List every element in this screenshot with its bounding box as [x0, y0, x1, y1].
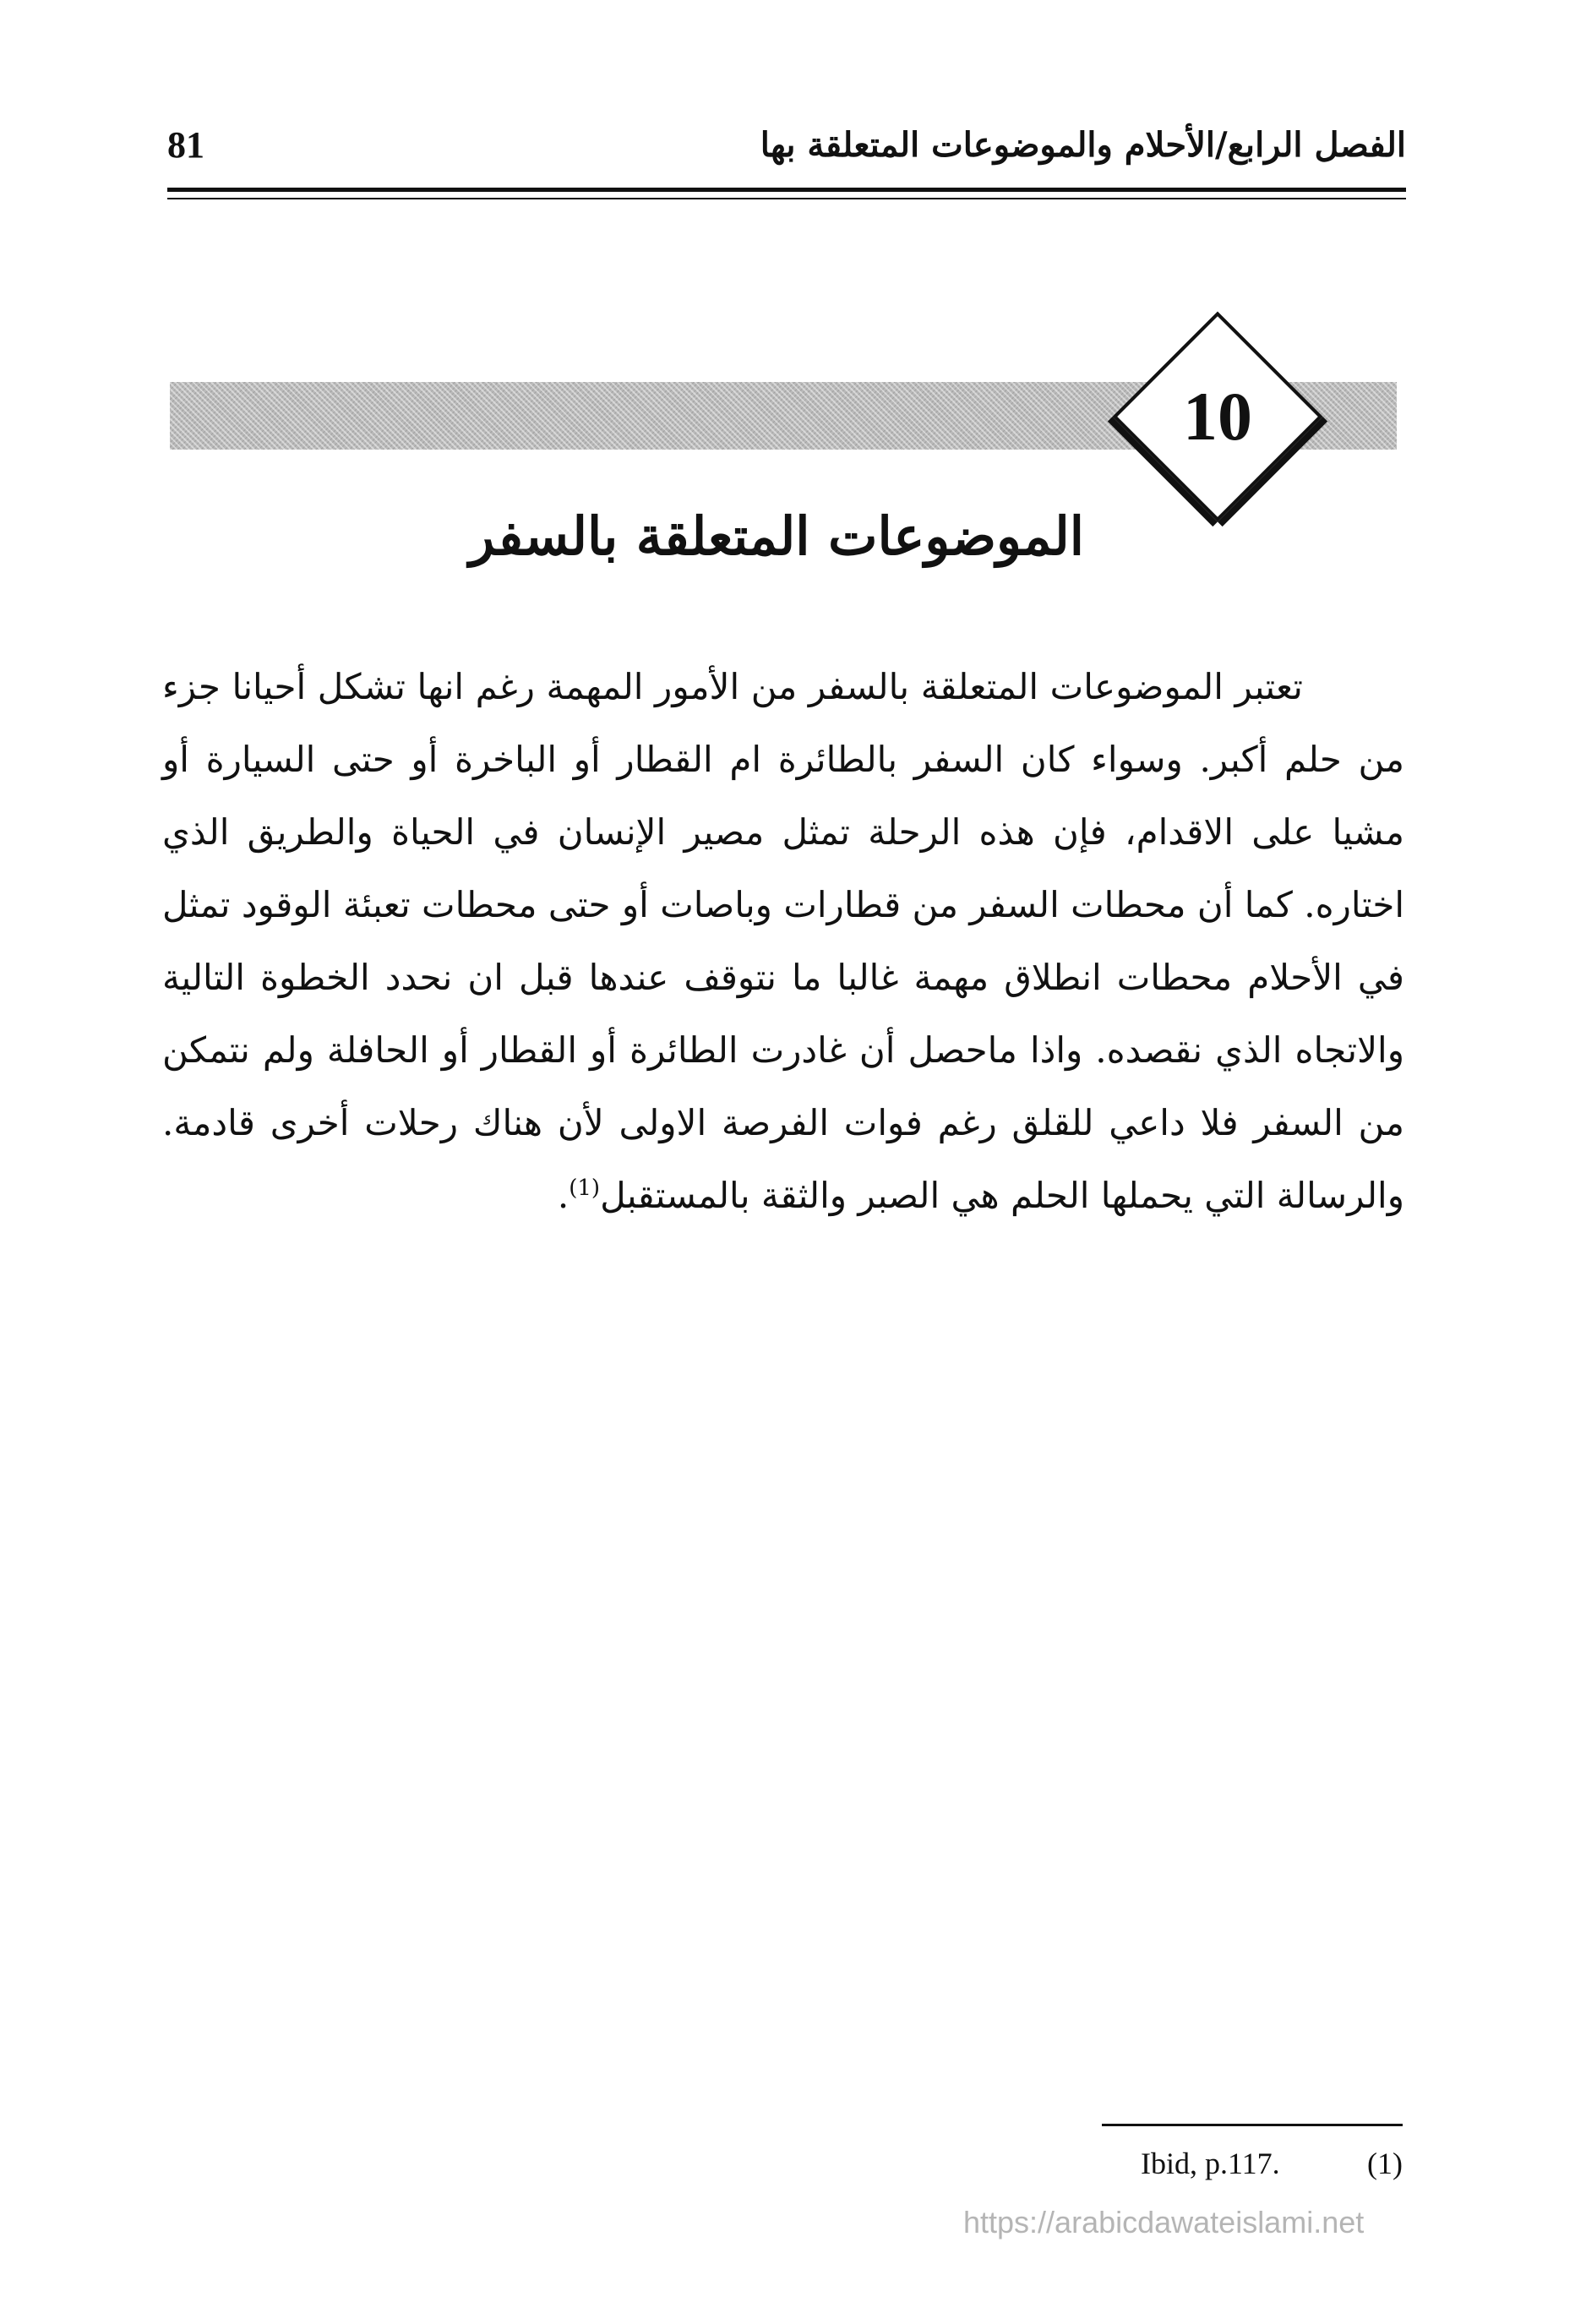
footnote-text: Ibid, p.117. [1141, 2147, 1280, 2180]
footnote-rule [1102, 2124, 1403, 2126]
chapter-title: الموضوعات المتعلقة بالسفر [469, 505, 1084, 567]
chapter-number: 10 [1183, 378, 1252, 455]
footnote [1141, 2148, 1403, 2179]
header-rule-thin [167, 198, 1406, 199]
page-number: 81 [167, 124, 204, 166]
paragraph [162, 651, 1404, 1232]
footnote-reference[interactable]: (1) [569, 1176, 601, 1201]
paragraph-text: تعتبر الموضوعات المتعلقة بالسفر من الأمور المهمة رغم انها تشكل أحيانا جزء من حلم أكبر. وسواء كان السفر بالطائرة ام القطار أو الباخرة أو حتى السيارة أو مشيا على الاقدام، فإن هذه الرحلة تمثل مصير الإنسان في الحياة والطريق الذي اختاره. كما أن محطات السفر من قطارات وباصات أو حتى محطات تعبئة الوقود تمثل في الأحلام محطات انطلاق مهمة غالبا ما نتوقف عندها قبل ان نحدد الخطوة التالية والاتجاه الذي نقصده. واذا ماحصل أن غادرت الطائرة أو القطار أو الحافلة ولم نتمكن من السفر فلا داعي للقلق رغم فوات الفرصة الاولى لأن هناك رحلات أخرى قادمة. والرسالة التي يحملها الحلم هي الصبر والثقة بالمستقبل [162, 666, 1404, 1216]
footnote-marker: (1) [1367, 2147, 1403, 2180]
paragraph-end: . [557, 1175, 570, 1216]
chapter-badge [1108, 307, 1327, 526]
header-rule [167, 188, 1406, 192]
body-text [162, 651, 1404, 1232]
watermark-url: https://arabicdawateislami.net [963, 2205, 1365, 2239]
running-header: الفصل الرابع/الأحلام والموضوعات المتعلقة بها [760, 125, 1406, 165]
